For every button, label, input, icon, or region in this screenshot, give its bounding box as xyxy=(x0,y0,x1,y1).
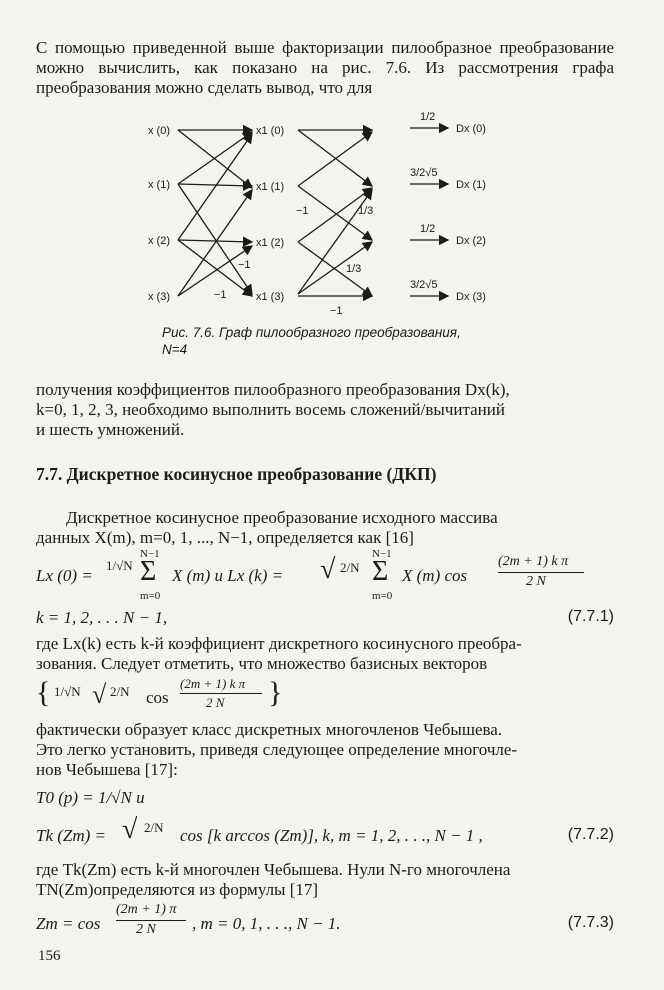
weight-label-1: 3/2√5 xyxy=(410,167,438,179)
output-label-1: Dx (1) xyxy=(456,179,486,191)
figure-caption-line1: Рис. 7.6. Граф пилообразного преобразования, xyxy=(162,325,461,340)
edge-x1-x11 xyxy=(178,184,252,186)
output-label-3: Dx (3) xyxy=(456,291,486,303)
sqrt-icon-772: √ xyxy=(122,814,138,845)
text2-line2: зования. Следует отметить, что множество базисных векторов xyxy=(36,654,488,673)
sawtooth-transform-graph xyxy=(0,110,664,325)
edge-label-third-b: 1/3 xyxy=(346,263,362,275)
eq771-sum1-top: N−1 xyxy=(140,548,160,560)
eq773-rhs: , m = 0, 1, . . ., N − 1. xyxy=(192,914,341,933)
eq771-frac1: 1/√N xyxy=(106,558,133,573)
section-p1-line1: Дискретное косинусное преобразование исходного массива xyxy=(66,508,498,527)
eq771-term2: X (m) cos xyxy=(402,566,468,585)
edge-x1-x13 xyxy=(178,184,252,294)
input-label-1: x (1) xyxy=(148,179,170,191)
middle-label-1: x1 (1) xyxy=(256,181,285,193)
text4-line1: где Tk(Zm) есть k-й многочлен Чебышева. Нули N-го многочлена xyxy=(36,860,511,879)
basis-cos: cos xyxy=(146,688,169,707)
section-heading: 7.7. Дискретное косинусное преобразование (ДКП) xyxy=(36,464,437,484)
eq772-sqrt-frac: 2/N xyxy=(144,820,164,835)
sigma-icon-2: Σ xyxy=(372,556,389,587)
sqrt-icon: √ xyxy=(320,554,336,585)
middle-label-0: x1 (0) xyxy=(256,125,285,137)
eq771-cos-numerator: (2m + 1) k π xyxy=(498,554,569,569)
eq771-range: k = 1, 2, . . . N − 1, xyxy=(36,608,168,627)
eq771-sqrt-frac: 2/N xyxy=(340,560,360,575)
input-label-0: x (0) xyxy=(148,125,170,137)
sigma-icon: Σ xyxy=(140,556,157,587)
output-label-0: Dx (0) xyxy=(456,123,486,135)
middle-label-3: x1 (3) xyxy=(256,291,285,303)
eq773-fraction-bar xyxy=(116,920,186,921)
eq772-rhs: cos [k arccos (Zm)], k, m = 1, 2, . . ., N − 1 , xyxy=(180,826,483,845)
after-figure-line2: k=0, 1, 2, 3, необходимо выполнить восемь сложений/вычитаний xyxy=(36,400,505,419)
text3-line1: фактически образует класс дискретных многочленов Чебышева. xyxy=(36,720,503,739)
left-brace-icon: { xyxy=(36,676,51,709)
edge-label-minus1-a: −1 xyxy=(238,259,251,271)
edge-label-minus1-d: −1 xyxy=(330,305,343,317)
eq773-lhs: Zm = cos xyxy=(36,914,101,933)
text4-line2: TN(Zm)определяются из формулы [17] xyxy=(36,880,319,899)
eq772-number: (7.7.2) xyxy=(567,826,614,843)
edge-label-third-a: 1/3 xyxy=(358,205,374,217)
right-brace-icon: } xyxy=(268,676,283,709)
text3-line2: Это легко установить, приведя следующее определение многочле- xyxy=(36,740,518,759)
basis-set xyxy=(36,676,296,716)
sqrt-icon-basis: √ xyxy=(92,680,107,709)
equation-t0: T0 (p) = 1/√N и xyxy=(36,788,145,807)
fraction-bar xyxy=(498,572,584,573)
edge-label-minus1-c: −1 xyxy=(296,205,309,217)
text3-line3: нов Чебышева [17]: xyxy=(36,760,178,779)
edge-x2-x12 xyxy=(178,240,252,242)
eq771-number: (7.7.1) xyxy=(567,608,614,625)
eq771-sum2-top: N−1 xyxy=(372,548,392,560)
middle-label-2: x1 (2) xyxy=(256,237,285,249)
page-number: 156 xyxy=(38,948,61,964)
eq771-sum1-bottom: m=0 xyxy=(140,590,161,602)
basis-cos-numerator: (2m + 1) k π xyxy=(180,676,246,691)
equation-7-7-2 xyxy=(36,814,596,854)
eq773-numerator: (2m + 1) π xyxy=(116,902,177,917)
edge-label-minus1-b: −1 xyxy=(214,289,227,301)
eq771-term1: X (m) и Lx (k) = xyxy=(172,566,284,585)
basis-fraction-bar xyxy=(180,693,262,694)
basis-frac: 1/√N xyxy=(54,684,81,699)
basis-cos-denominator: 2 N xyxy=(206,695,225,710)
edge-x2-x10 xyxy=(178,134,252,240)
weight-label-3: 3/2√5 xyxy=(410,279,438,291)
edge-x3-x11 xyxy=(178,190,252,296)
eq772-lhs: Tk (Zm) = xyxy=(36,826,107,845)
equation-7-7-3 xyxy=(36,904,456,944)
section-p1-line2: данных X(m), m=0, 1, ..., N−1, определяется как [16] xyxy=(36,528,414,547)
eq771-sum2-bottom: m=0 xyxy=(372,590,393,602)
after-figure-line3: и шесть умножений. xyxy=(36,420,185,439)
weight-label-0: 1/2 xyxy=(420,111,436,123)
output-label-2: Dx (2) xyxy=(456,235,486,247)
input-label-2: x (2) xyxy=(148,235,170,247)
edge-x0-x11 xyxy=(178,130,252,188)
figure-caption xyxy=(162,324,461,358)
eq773-denominator: 2 N xyxy=(136,922,156,937)
input-label-3: x (3) xyxy=(148,291,170,303)
basis-sqrt-frac: 2/N xyxy=(110,684,130,699)
eq771-cos-denominator: 2 N xyxy=(526,574,546,589)
weight-label-2: 1/2 xyxy=(420,223,436,235)
eq771-lhs: Lx (0) = xyxy=(36,566,93,585)
eq773-number: (7.7.3) xyxy=(567,914,614,931)
figure-caption-line2: N=4 xyxy=(162,342,188,357)
after-figure-line1: получения коэффициентов пилообразного преобразования Dx(k), xyxy=(36,380,510,399)
intro-paragraph: С помощью приведенной выше факторизации пилообразное преобразование можно вычислить, как показано на рис. 7.6. Из рассмотрения графа преобразования можно сделать вывод, что для xyxy=(36,38,614,97)
text2-line1: где Lx(k) есть k-й коэффициент дискретного косинусного преобра- xyxy=(36,634,522,653)
edge-x1-x10 xyxy=(178,132,252,184)
